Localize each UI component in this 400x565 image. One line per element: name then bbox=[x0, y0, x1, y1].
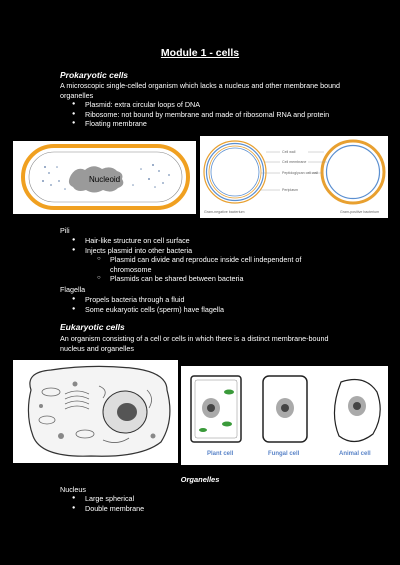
list-item: ● Double membrane bbox=[60, 504, 370, 514]
page-title: Module 1 - cells bbox=[160, 47, 240, 59]
list-item: ● Ribosome: not bound by membrane and made of ribosomal RNA and protein bbox=[60, 110, 370, 120]
prokaryotic-list bbox=[60, 100, 370, 129]
prokaryotic-definition: A microscopic single-celled organism which lacks a nucleus and other membrane bound organelles bbox=[60, 81, 341, 100]
list-item: ● Large spherical bbox=[60, 494, 370, 504]
fungal-cell-caption: Fungal cell bbox=[268, 451, 300, 457]
eukaryotic-definition: An organism consisting of a cell or cells in which there is a distinct membrane-bound nucleus and organelles bbox=[60, 334, 329, 353]
list-item: ● Floating membrane bbox=[60, 119, 370, 129]
pili-heading: Pili bbox=[60, 226, 70, 235]
animal-cell-diagram bbox=[13, 360, 178, 463]
list-item: ● Propels bacteria through a fluid bbox=[60, 295, 370, 305]
prokaryotic-heading: Prokaryotic cells bbox=[60, 70, 129, 80]
periplasm-label: Periplasm bbox=[282, 188, 298, 192]
nucleoid-label: Nucleoid bbox=[89, 175, 121, 184]
nucleus-heading: Nucleus bbox=[60, 485, 86, 494]
nucleus-list bbox=[60, 494, 370, 513]
gram-positive-label: Gram-positive bacterium bbox=[340, 210, 380, 214]
list-item: ● Some eukaryotic cells (sperm) have flagella bbox=[60, 305, 370, 315]
flagella-list bbox=[60, 295, 370, 314]
list-item: ● Injects plasmid into other bacteria bbox=[60, 246, 370, 256]
list-item: ○ Plasmid can divide and reproduce inside cell independent of chromosome bbox=[60, 255, 330, 274]
plant-cell-caption: Plant cell bbox=[207, 451, 234, 457]
list-item: ○ Plasmids can be shared between bacteria bbox=[60, 274, 370, 284]
cell-wall-label: Cell wall bbox=[282, 150, 296, 154]
list-item: ● Plasmid: extra circular loops of DNA bbox=[60, 100, 370, 110]
cell-types-diagram bbox=[181, 366, 388, 465]
pili-list bbox=[60, 236, 370, 284]
cell-wall-diagram bbox=[200, 136, 388, 218]
eukaryotic-heading: Eukaryotic cells bbox=[60, 322, 125, 332]
organelles-heading: Organelles bbox=[180, 475, 220, 484]
list-item: ● Hair-like structure on cell surface bbox=[60, 236, 370, 246]
prokaryote-diagram bbox=[13, 141, 196, 214]
flagella-heading: Flagella bbox=[60, 285, 86, 294]
animal-cell-caption: Animal cell bbox=[339, 451, 371, 457]
cell-membrane-label: Cell membrane bbox=[282, 160, 307, 164]
peptidoglycan-label: Peptidoglycan cell wall bbox=[282, 171, 319, 175]
gram-negative-label: Gram-negative bacterium bbox=[204, 210, 245, 214]
